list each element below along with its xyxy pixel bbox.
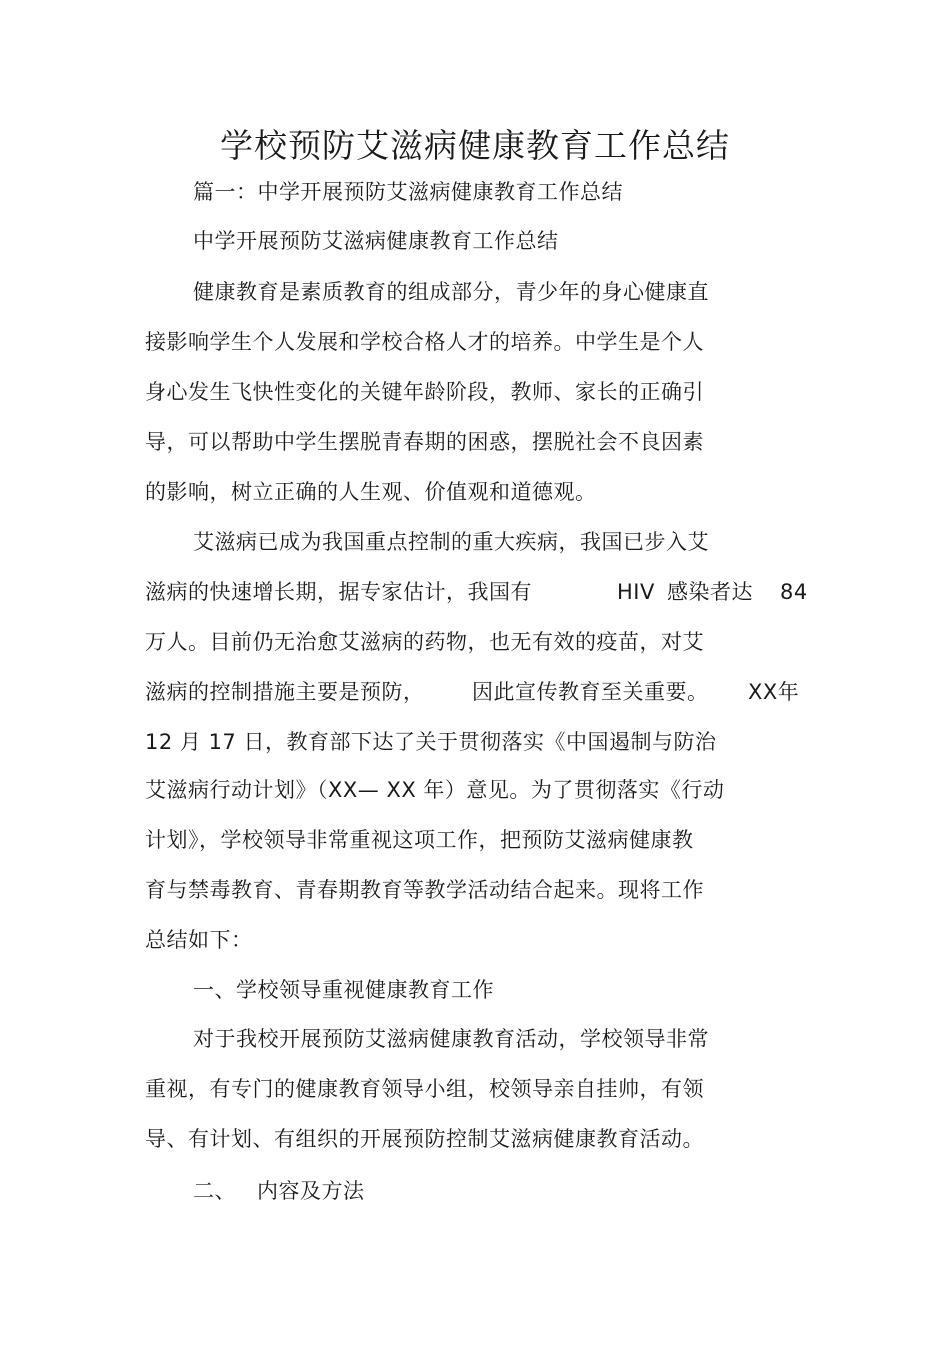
document-title: 学校预防艾滋病健康教育工作总结 bbox=[220, 126, 730, 165]
paragraph-line: 育与禁毒教育、青春期教育等教学活动结合起来。现将工作 bbox=[145, 878, 704, 902]
paragraph-line: 导，可以帮助中学生摆脱青春期的困惑，摆脱社会不良因素 bbox=[145, 430, 704, 454]
section-heading: 中学开展预防艾滋病健康教育工作总结 bbox=[193, 229, 559, 253]
paragraph-line: 导、有计划、有组织的开展预防控制艾滋病健康教育活动。 bbox=[145, 1127, 704, 1151]
paragraph-line: 滋病的控制措施主要是预防， bbox=[145, 680, 425, 704]
paragraph-line: 万人。目前仍无治愈艾滋病的药物，也无有效的疫苗，对艾 bbox=[145, 630, 704, 654]
paragraph-fragment: HIV bbox=[617, 580, 655, 604]
paragraph-fragment: 因此宣传教育至关重要。 bbox=[472, 680, 709, 704]
paragraph-line: 健康教育是素质教育的组成部分，青少年的身心健康直 bbox=[193, 280, 709, 304]
paragraph-line: 计划》，学校领导非常重视这项工作，把预防艾滋病健康教 bbox=[145, 828, 694, 852]
paragraph-line: 接影响学生个人发展和学校合格人才的培养。中学生是个人 bbox=[145, 330, 704, 354]
paragraph-line: 总结如下： bbox=[145, 928, 253, 952]
paragraph-fragment: 84 bbox=[780, 580, 808, 604]
paragraph-line: 滋病的快速增长期，据专家估计，我国有 bbox=[145, 580, 532, 604]
section-heading: 内容及方法 bbox=[257, 1179, 365, 1203]
section-heading-number: 二、 bbox=[193, 1179, 236, 1203]
paragraph-fragment: 感染者达 bbox=[667, 580, 753, 604]
paragraph-line: 12 月 17 日，教育部下达了关于贯彻落实《中国遏制与防治 bbox=[145, 730, 717, 754]
subtitle-line: 篇一：中学开展预防艾滋病健康教育工作总结 bbox=[193, 180, 623, 204]
paragraph-line: 身心发生飞快性变化的关键年龄阶段，教师、家长的正确引 bbox=[145, 380, 704, 404]
paragraph-line: 的影响，树立正确的人生观、价值观和道德观。 bbox=[145, 480, 597, 504]
paragraph-line: 对于我校开展预防艾滋病健康教育活动，学校领导非常 bbox=[193, 1027, 709, 1051]
paragraph-line: 艾滋病已成为我国重点控制的重大疾病，我国已步入艾 bbox=[193, 530, 709, 554]
paragraph-fragment: XX年 bbox=[748, 680, 800, 704]
paragraph-line: 艾滋病行动计划》（XX— XX 年）意见。为了贯彻落实《行动 bbox=[145, 778, 725, 802]
paragraph-line: 重视，有专门的健康教育领导小组，校领导亲自挂帅，有领 bbox=[145, 1077, 704, 1101]
section-heading: 一、学校领导重视健康教育工作 bbox=[193, 978, 494, 1002]
